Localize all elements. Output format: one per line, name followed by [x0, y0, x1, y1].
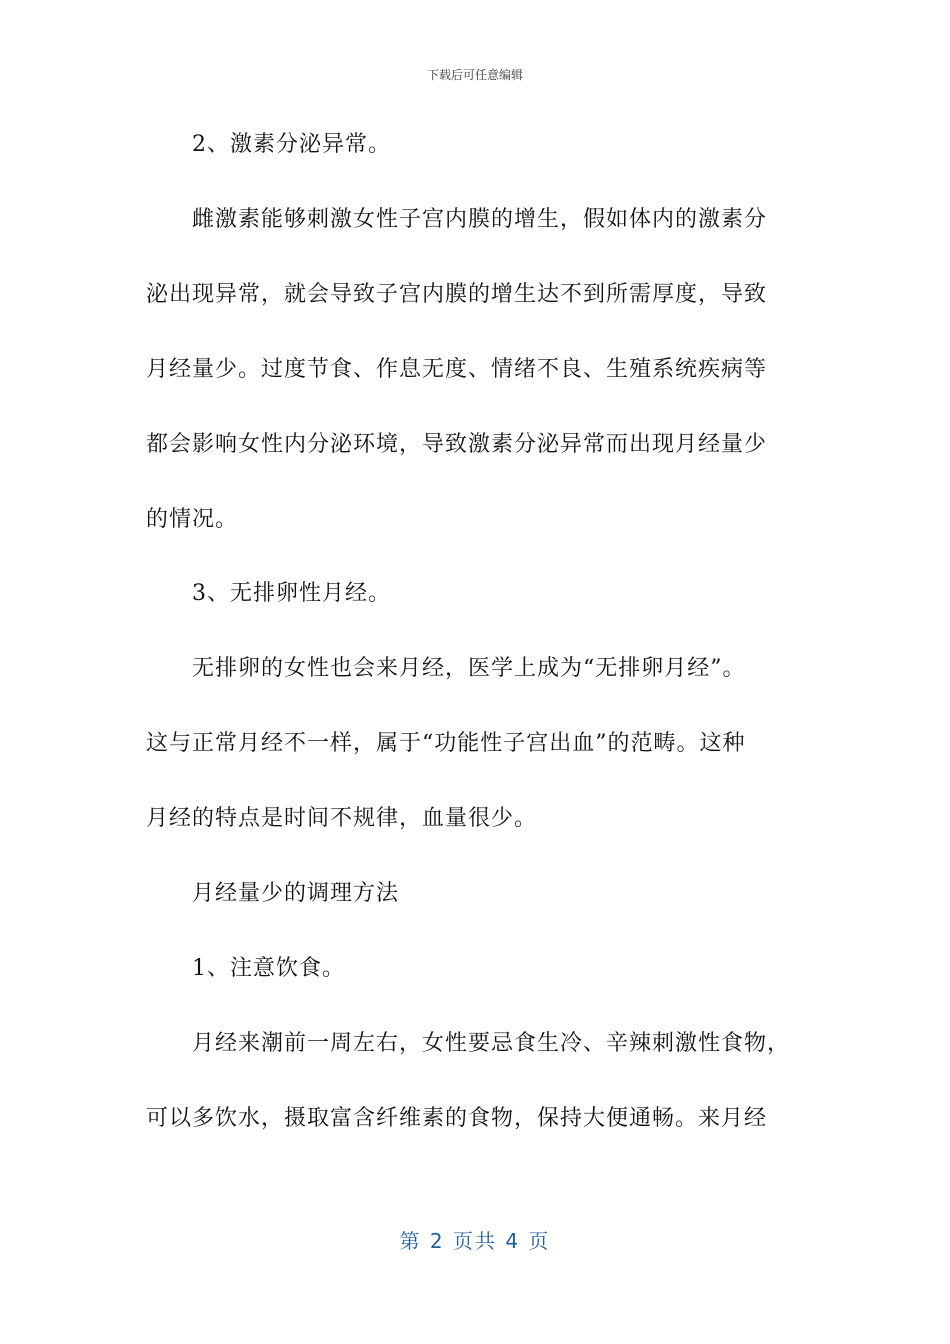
- paragraph-line: 泌出现异常，就会导致子宫内膜的增生达不到所需厚度，导致: [146, 282, 768, 307]
- paragraph-line: 月经量少。过度节食、作息无度、情绪不良、生殖系统疾病等: [146, 357, 768, 382]
- paragraph-line: 无排卵的女性也会来月经，医学上成为“无排卵月经”。: [192, 656, 746, 681]
- paragraph-line: 月经来潮前一周左右，女性要忌食生冷、辛辣刺激性食物，: [192, 1031, 791, 1056]
- paragraph-line: 的情况。: [146, 507, 239, 532]
- section-heading: 2、激素分泌异常。: [192, 132, 391, 157]
- paragraph-line: 月经的特点是时间不规律，血量很少。: [146, 806, 538, 831]
- page-number: 第 2 页共 4 页: [399, 1229, 551, 1253]
- section-heading: 月经量少的调理方法: [192, 881, 400, 906]
- paragraph-line: 都会影响女性内分泌环境，导致激素分泌异常而出现月经量少: [146, 432, 768, 457]
- paragraph-line: 可以多饮水，摄取富含纤维素的食物，保持大便通畅。来月经: [146, 1106, 768, 1131]
- header-note: 下载后可任意编辑: [426, 68, 523, 82]
- section-heading: 1、注意饮食。: [192, 956, 345, 981]
- paragraph-line: 这与正常月经不一样，属于“功能性子宫出血”的范畴。这种: [146, 731, 746, 756]
- section-heading: 3、无排卵性月经。: [192, 581, 391, 606]
- paragraph-line: 雌激素能够刺激女性子宫内膜的增生，假如体内的激素分: [192, 207, 768, 232]
